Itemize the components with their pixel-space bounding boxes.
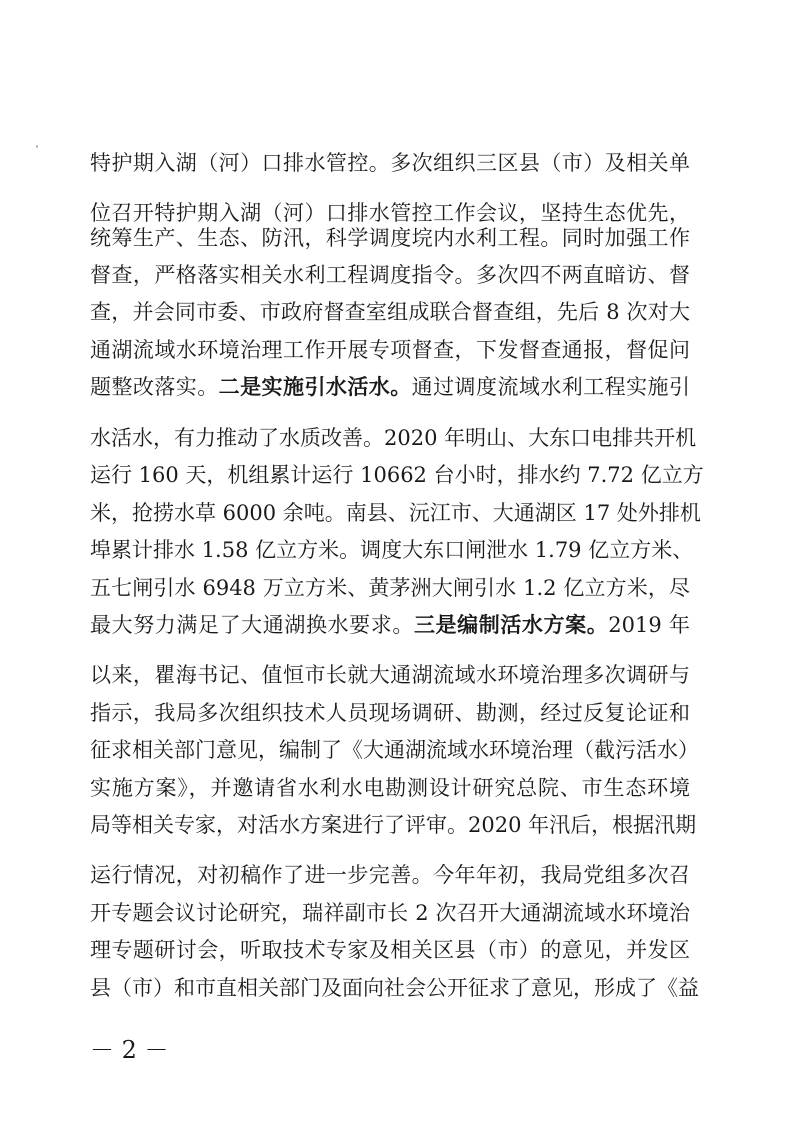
text-line: 通湖流域水环境治理工作开展专项督查，下发督查通报，督促问 — [90, 338, 690, 362]
page-number: － 2 － — [90, 1036, 169, 1064]
text-line: 位召开特护期入湖（河）口排水管控工作会议，坚持生态优先， — [90, 201, 690, 225]
section-heading-three: 三是编制活水方案。 — [413, 613, 609, 637]
scan-speck — [36, 145, 38, 148]
text-line: 查，并会同市委、市政府督查室组成联合督查组，先后 8 次对大 — [90, 300, 690, 324]
text-line-with-heading — [90, 612, 690, 638]
text-line: 局等相关专家，对活水方案进行了评审。2020 年汛后，根据汛期 — [90, 813, 697, 837]
text-segment: 2019 年 — [608, 613, 691, 637]
text-line: 水活水，有力推动了水质改善。2020 年明山、大东口电排共开机 — [90, 426, 697, 450]
text-line: 埠累计排水 1.58 亿立方米。调度大东口闸泄水 1.79 亿立方米、 — [90, 538, 694, 562]
text-line: 督查，严格落实相关水利工程调度指令。多次四不两直暗访、督 — [90, 263, 690, 287]
text-segment: 通过调度流域水利工程实施引 — [411, 375, 691, 399]
text-line: 运行情况，对初稿作了进一步完善。今年年初，我局党组多次召 — [90, 863, 690, 887]
text-line: 米，抢捞水草 6000 余吨。南县、沅江市、大通湖区 17 处外排机 — [90, 501, 701, 525]
text-line: 征求相关部门意见，编制了《大通湖流域水环境治理（截污活水） — [90, 738, 699, 762]
text-line-with-heading — [90, 374, 690, 400]
text-line: 特护期入湖（河）口排水管控。多次组织三区县（市）及相关单 — [90, 151, 690, 175]
text-line: 开专题会议讨论研究，瑞祥副市长 2 次召开大通湖流域水环境治 — [90, 901, 690, 925]
text-line: 实施方案》，并邀请省水利水电勘测设计研究总院、市生态环境 — [90, 776, 690, 800]
text-line: 五七闸引水 6948 万立方米、黄茅洲大闸引水 1.2 亿立方米，尽 — [90, 576, 690, 600]
section-heading-two: 二是实施引水活水。 — [218, 375, 412, 399]
text-line: 县（市）和市直相关部门及面向社会公开征求了意见，形成了《益 — [90, 976, 699, 1000]
text-line: 统筹生产、生态、防汛，科学调度垸内水利工程。同时加强工作 — [90, 226, 690, 250]
text-segment: 题整改落实。 — [90, 375, 219, 399]
text-line: 指示，我局多次组织技术人员现场调研、勘测，经过反复论证和 — [90, 701, 690, 725]
text-line: 运行 160 天，机组累计运行 10662 台小时，排水约 7.72 亿立方 — [90, 463, 704, 487]
text-line: 以来，瞿海书记、值恒市长就大通湖流域水环境治理多次调研与 — [90, 663, 690, 687]
text-line: 理专题研讨会，听取技术专家及相关区县（市）的意见，并发区 — [90, 938, 690, 962]
text-segment: 最大努力满足了大通湖换水要求。 — [90, 613, 414, 637]
